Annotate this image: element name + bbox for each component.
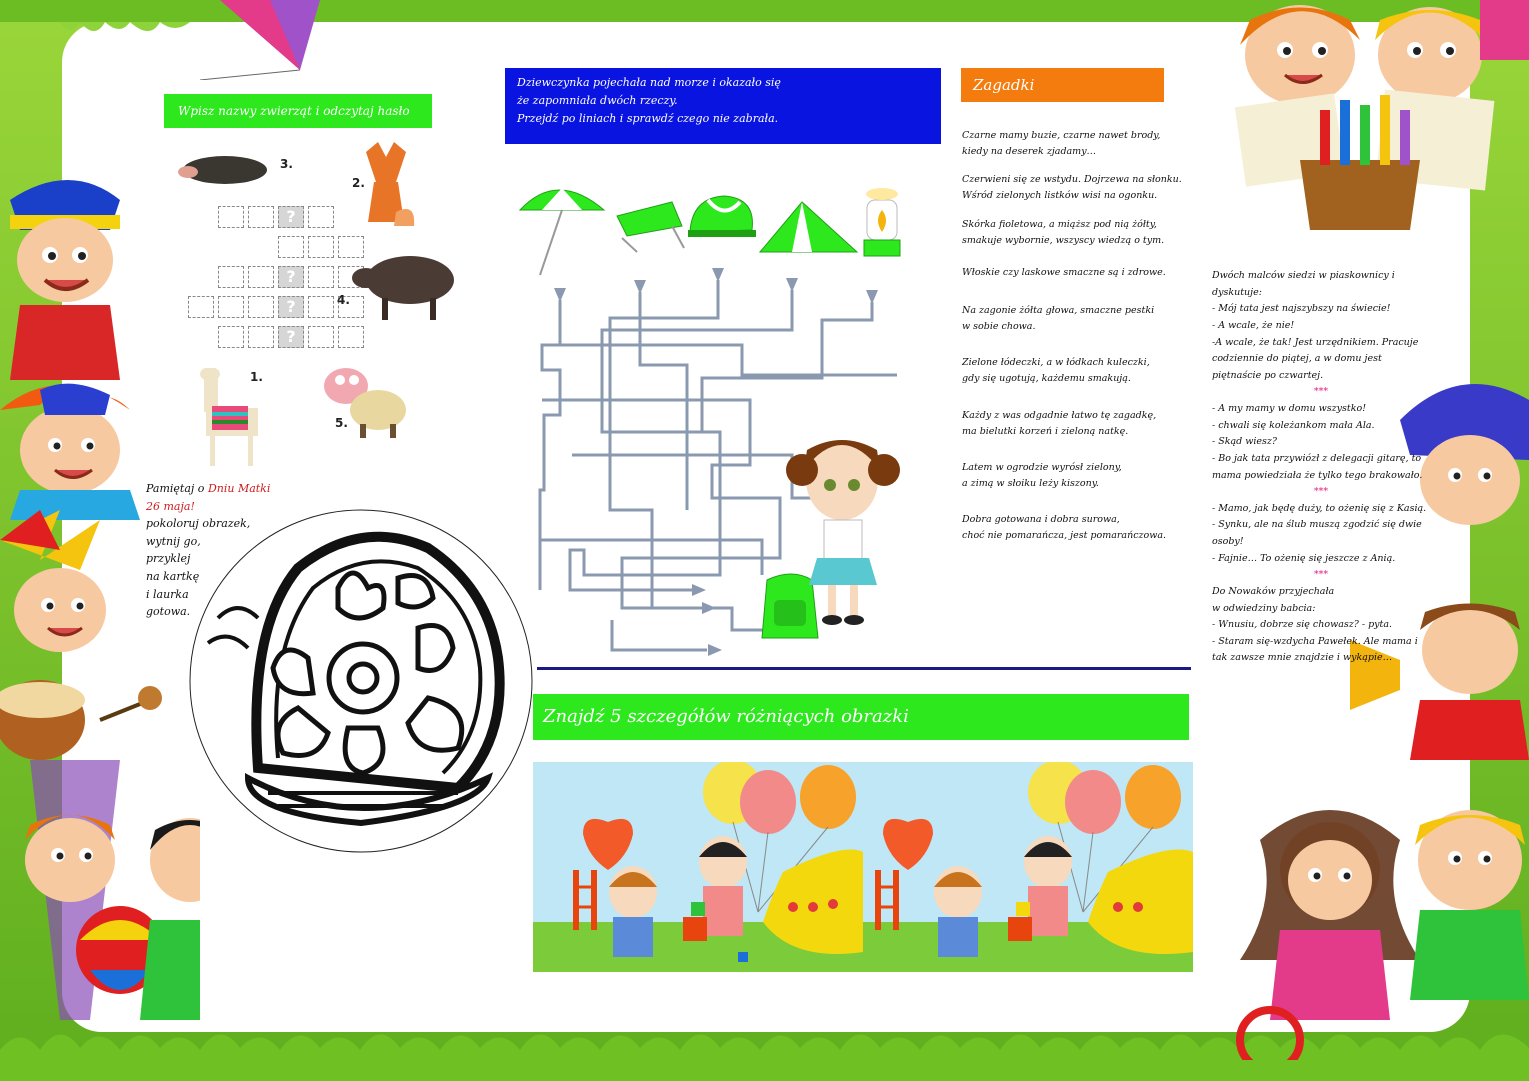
mothers-day-date: 26 maja! [146, 499, 195, 513]
mothers-day-line: wytnij go, [146, 534, 201, 548]
lantern-icon [864, 188, 900, 256]
flower-basket-coloring-picture[interactable] [188, 508, 534, 854]
joke-separator: *** [1313, 486, 1329, 498]
picture-number: 2. [352, 176, 365, 190]
crossword-cell[interactable] [248, 296, 274, 318]
riddle-item: Dobra gotowana i dobra surowa, choć nie pomarańcza, jest pomarańczowa. [962, 514, 1167, 542]
riddles-header [961, 68, 1164, 102]
mothers-day-line: na kartkę [146, 569, 200, 583]
crossword-cell[interactable] [308, 236, 334, 258]
riddles-list [962, 128, 1182, 544]
crossword-cell[interactable] [308, 266, 334, 288]
mothers-day-line: przyklej [146, 552, 191, 566]
crossword-cell[interactable] [308, 326, 334, 348]
beach-chair-icon [617, 202, 684, 252]
crossword-cell[interactable] [248, 206, 274, 228]
mothers-day-line: pokoloruj obrazek, [146, 517, 251, 531]
kite-decoration [200, 0, 340, 80]
maze-instruction-line: Dziewczynka pojechała nad morze i okazało się [517, 76, 781, 89]
boar-picture [352, 248, 458, 324]
crossword-cell[interactable] [278, 236, 304, 258]
joke-block: Do Nowaków przyjechała w odwiedziny babcia: - Wnusiu, dobrze się chowasz? - pyta. - Staram się-wzdycha Pawełek. Ale mama i tak zawsze mnie znajdzie i wykąpie… [1212, 585, 1418, 664]
differences-title: Znajdź 5 szczegółów różniących obrazki [543, 706, 909, 727]
maze-puzzle[interactable] [512, 180, 932, 660]
maze-header [505, 68, 941, 144]
picture-number: 4. [337, 293, 350, 307]
crossword-cell[interactable] [218, 266, 244, 288]
joke-separator: *** [1313, 569, 1329, 581]
crossword-password-cell[interactable]: ? [278, 206, 304, 228]
mole-picture [170, 148, 280, 188]
crossword-title: Wpisz nazwy zwierząt i odczytaj hasło [178, 104, 410, 118]
difference-picture-right[interactable] [863, 762, 1193, 972]
joke-block: - A my mamy w domu wszystko! - chwali się koleżankom mała Ala. - Skąd wiesz? - Bo jak tata przywiózł z delegacji gitarę, to mama powiedziała że tylko tego brakowało. [1212, 403, 1423, 481]
helmet-icon [688, 196, 756, 237]
mothers-day-line: gotowa. [146, 605, 191, 619]
crossword-cell[interactable] [188, 296, 214, 318]
riddle-item: Skórka fioletowa, a miąższ pod nią żółty, smakuje wybornie, wszyscy wiedzą o tym. [962, 218, 1165, 246]
crossword-cell[interactable] [308, 296, 334, 318]
crossword-cell[interactable] [218, 206, 244, 228]
maze-instruction-line: że zapomniała dwóch rzeczy. [517, 94, 678, 107]
differences-header [533, 694, 1189, 740]
crossword-cell[interactable] [218, 296, 244, 318]
crossword-header [164, 94, 432, 128]
riddle-item: Czerwieni się ze wstydu. Dojrzewa na słonku. Wśród zielonych listków wisi na ogonku. [962, 174, 1182, 202]
picture-number: 1. [250, 370, 263, 384]
mothers-day-line: i laurka [146, 587, 189, 601]
picture-number: 5. [335, 416, 348, 430]
joke-block: - Mamo, jak będę duży, to ożenię się z Kasią. - Synku, ale na ślub muszą zgodzić się dwie osoby! - Fajnie… To ożenię się jeszcze z Anią. [1212, 502, 1427, 564]
riddle-item: Na zagonie żółta głowa, smaczne pestki w sobie chowa. [962, 304, 1155, 333]
riddle-item: Zielone łódeczki, a w łódkach kuleczki, gdy się ugotują, każdemu smakują. [962, 357, 1150, 385]
joke-block: Dwóch malców siedzi w piaskownicy i dyskutuje: - Mój tata jest najszybszy na świecie! - A wcale, że nie! -A wcale, że tak! Jest urzędnikiem. Pracuje codziennie do piątej, a w domu jest piętnaście po czwartej. [1212, 270, 1419, 381]
section-divider [537, 667, 1191, 670]
cow-picture [316, 358, 412, 442]
jokes-list [1212, 268, 1430, 667]
difference-picture-left[interactable] [533, 762, 863, 972]
crossword-cell[interactable] [308, 206, 334, 228]
crossword-cell[interactable] [338, 326, 364, 348]
riddle-item: Każdy z was odgadnie łatwo tę zagadkę, ma bielutki korzeń i zieloną natkę. [962, 409, 1157, 437]
crossword-password-cell[interactable]: ? [278, 326, 304, 348]
riddles-title: Zagadki [973, 76, 1035, 94]
crossword-password-cell[interactable]: ? [278, 266, 304, 288]
riddle-item: Czarne mamy buzie, czarne nawet brody, kiedy na deserek zjadamy… [962, 130, 1161, 158]
crossword-cell[interactable] [248, 266, 274, 288]
joke-separator: *** [1313, 386, 1329, 398]
umbrella-icon [520, 188, 604, 275]
picture-number: 3. [280, 157, 293, 171]
crossword-password-cell[interactable]: ? [278, 296, 304, 318]
mothers-day-prefix: Pamiętaj o [146, 482, 208, 495]
riddle-item: Włoskie czy laskowe smaczne są i zdrowe. [962, 266, 1166, 278]
maze-instruction-line: Przejdź po liniach i sprawdź czego nie zabrała. [517, 112, 779, 125]
mothers-day-name: Dniu Matki [207, 482, 271, 495]
tent-icon [760, 202, 857, 252]
fox-picture [356, 142, 416, 228]
riddle-item: Latem w ogrodzie wyrósł zielony, a zimą w słoiku leży kiszony. [962, 461, 1122, 489]
crossword-cell[interactable] [218, 326, 244, 348]
crossword-cell[interactable] [248, 326, 274, 348]
